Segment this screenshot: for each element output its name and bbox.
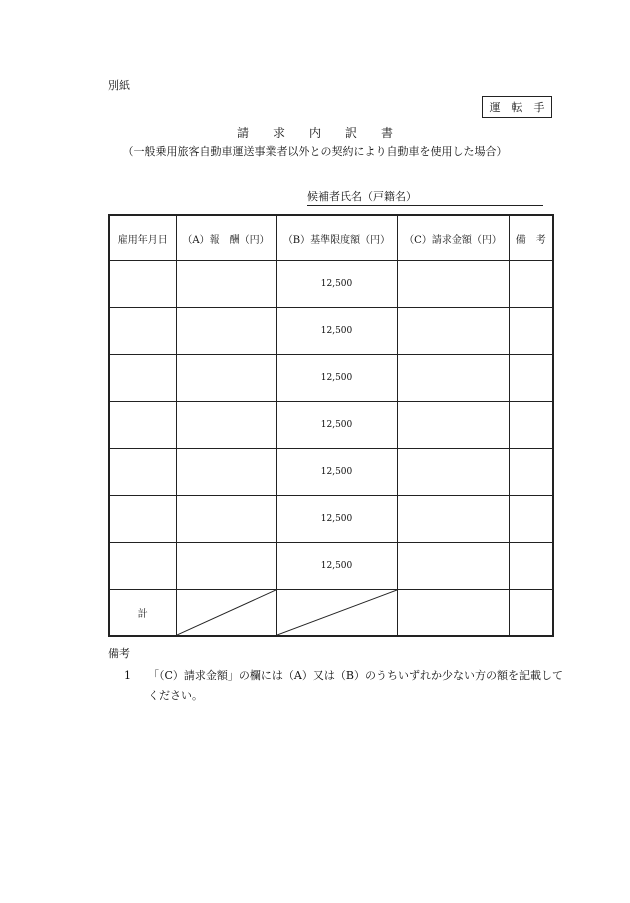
standard-limit-cell: 12,500 [276,496,397,543]
table-row [109,308,553,355]
standard-limit-cell: 12,500 [276,543,397,590]
remarks-cell[interactable] [509,543,553,590]
remarks-cell[interactable] [509,308,553,355]
note-item [124,666,569,706]
breakdown-table [108,214,554,637]
remuneration-total-crossed-cell [176,590,276,637]
claim-amount-cell[interactable] [397,496,509,543]
notes-title: 備考 [108,647,130,660]
standard-limit-cell: 12,500 [276,402,397,449]
diagonal-strike-line [277,590,397,635]
note-number: 1 [124,669,131,682]
employment-date-cell[interactable] [109,449,176,496]
table-row [109,261,553,308]
diagonal-strike-line [177,590,276,635]
remarks-cell[interactable] [509,355,553,402]
table-row [109,449,553,496]
employment-date-cell[interactable] [109,308,176,355]
remuneration-cell[interactable] [176,402,276,449]
standard-limit-cell: 12,500 [276,355,397,402]
employment-date-cell[interactable] [109,402,176,449]
employment-date-cell[interactable] [109,543,176,590]
remarks-total-cell[interactable] [509,590,553,637]
standard-limit-cell: 12,500 [276,449,397,496]
employment-date-cell[interactable] [109,261,176,308]
employment-date-cell[interactable] [109,496,176,543]
standard-limit-cell: 12,500 [276,261,397,308]
claim-amount-cell[interactable] [397,543,509,590]
header-standard-limit: （B）基準限度額（円） [276,215,397,261]
claim-amount-cell[interactable] [397,449,509,496]
remuneration-cell[interactable] [176,496,276,543]
table-row [109,496,553,543]
remuneration-cell[interactable] [176,355,276,402]
claim-amount-cell[interactable] [397,355,509,402]
claim-amount-cell[interactable] [397,402,509,449]
total-label: 計 [109,590,176,637]
table-row [109,402,553,449]
claim-amount-total-cell[interactable] [397,590,509,637]
remarks-cell[interactable] [509,402,553,449]
standard-limit-total-crossed-cell [276,590,397,637]
header-remarks: 備 考 [509,215,553,261]
remuneration-cell[interactable] [176,543,276,590]
remarks-cell[interactable] [509,496,553,543]
total-row [109,590,553,637]
header-employment-date: 雇用年月日 [109,215,176,261]
remarks-cell[interactable] [509,449,553,496]
standard-limit-cell: 12,500 [276,308,397,355]
remuneration-cell[interactable] [176,308,276,355]
remarks-cell[interactable] [509,261,553,308]
annex-label: 別紙 [108,79,130,92]
document-subtitle: （一般乗用旅客自動車運送事業者以外との契約により自動車を使用した場合） [122,145,508,158]
employment-date-cell[interactable] [109,355,176,402]
claim-amount-cell[interactable] [397,261,509,308]
candidate-name-field[interactable] [307,188,543,206]
candidate-name-label: 候補者氏名（戸籍名） [307,190,417,203]
note-text: 「（C）請求金額」の欄には（A）又は（B）のうちいずれか少ない方の額を記載してください。 [148,669,563,702]
remuneration-cell[interactable] [176,449,276,496]
remuneration-cell[interactable] [176,261,276,308]
table-row [109,355,553,402]
claim-amount-cell[interactable] [397,308,509,355]
header-remuneration: （A）報 酬（円） [176,215,276,261]
role-box: 運 転 手 [482,96,552,118]
table-row [109,543,553,590]
table-header-row [109,215,553,261]
document-title: 請 求 内 訳 書 [236,126,393,140]
header-claim-amount: （C）請求金額（円） [397,215,509,261]
